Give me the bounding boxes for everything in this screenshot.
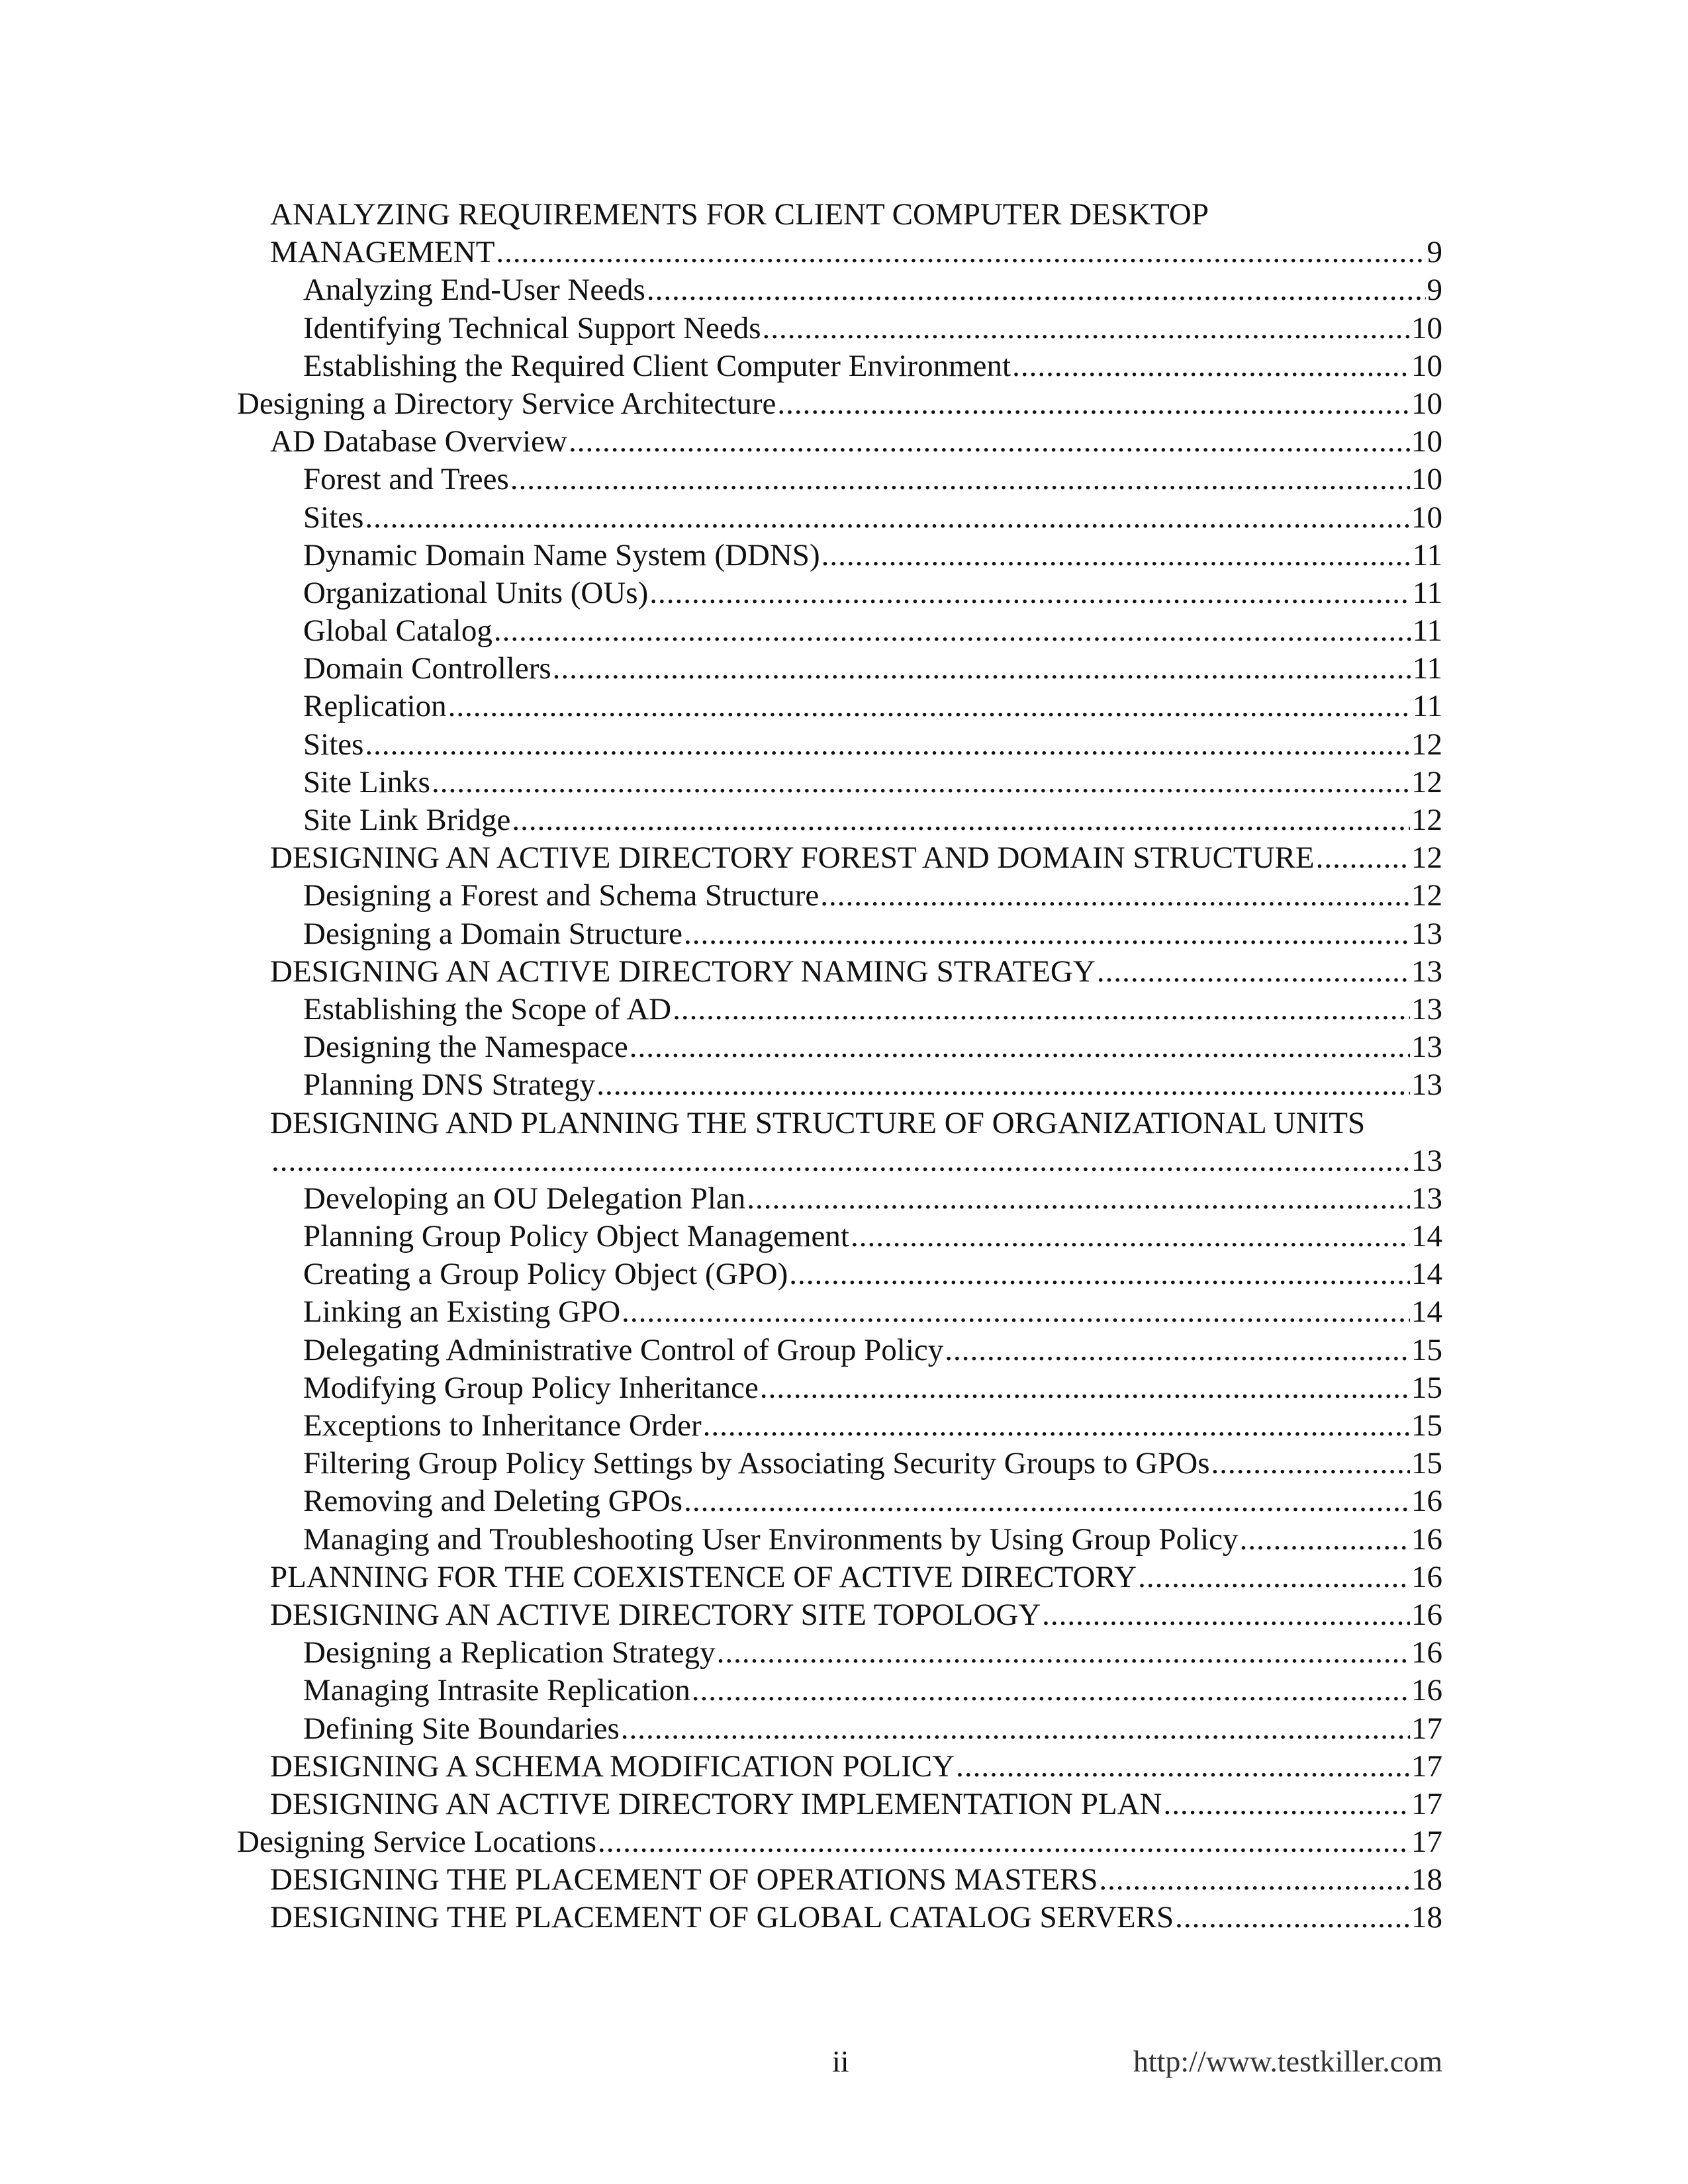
toc-entry[interactable] [237, 1634, 1442, 1672]
toc-entry[interactable] [237, 991, 1442, 1028]
toc-entry-page-number: 11 [1412, 614, 1442, 649]
toc-entry[interactable] [237, 1369, 1442, 1407]
toc-entry-title: Sites [303, 727, 364, 762]
dot-leader [365, 499, 1410, 537]
dot-leader [1163, 1786, 1410, 1823]
dot-leader [1316, 839, 1410, 877]
toc-entry[interactable] [237, 650, 1442, 688]
toc-entry-title: AD Database Overview [270, 424, 567, 459]
toc-entry-title: Designing a Directory Service Architecture [237, 386, 776, 421]
toc-entry-title: Dynamic Domain Name System (DDNS) [303, 537, 820, 572]
toc-entry-page-number: 16 [1411, 1522, 1442, 1557]
toc-entry-page-number: 13 [1411, 1068, 1442, 1103]
dot-leader [512, 801, 1410, 839]
toc-entry[interactable] [237, 1559, 1442, 1596]
footer-url[interactable]: http://www.testkiller.com [1133, 2044, 1442, 2078]
toc-entry-title: Domain Controllers [303, 651, 551, 686]
toc-entry-title: Sites [303, 500, 364, 535]
dot-leader [569, 423, 1410, 461]
toc-entry[interactable] [237, 574, 1442, 612]
toc-entry[interactable] [237, 1861, 1442, 1899]
toc-entry[interactable] [237, 953, 1442, 991]
toc-entry[interactable] [237, 1218, 1442, 1255]
toc-entry-page-number: 14 [1411, 1295, 1442, 1330]
dot-leader [1097, 953, 1410, 991]
toc-entry-title: Linking an Existing GPO [303, 1295, 621, 1330]
toc-entry-page-number: 12 [1411, 727, 1442, 762]
toc-entry[interactable] [237, 915, 1442, 953]
toc-entry[interactable] [237, 1596, 1442, 1634]
toc-entry-page-number: 11 [1412, 537, 1442, 572]
dot-leader [747, 1180, 1410, 1218]
toc-entry[interactable] [237, 1180, 1442, 1218]
dot-leader [1042, 1596, 1410, 1634]
toc-entry-title: Establishing the Scope of AD [303, 991, 672, 1026]
toc-entry-page-number: 13 [1411, 916, 1442, 951]
dot-leader [717, 1634, 1410, 1672]
dot-leader [649, 574, 1411, 612]
toc-entry[interactable] [237, 1786, 1442, 1823]
toc-entry-title: DESIGNING AN ACTIVE DIRECTORY SITE TOPOLOGY [270, 1597, 1041, 1632]
toc-entry-title: Designing the Namespace [303, 1030, 628, 1065]
toc-entry-page-number: 13 [1411, 1181, 1442, 1216]
toc-entry-title: Filtering Group Policy Settings by Associating Security Groups to GPOs [303, 1446, 1210, 1481]
toc-entry-title: DESIGNING AN ACTIVE DIRECTORY NAMING STRATEGY [270, 954, 1096, 989]
dot-leader [763, 310, 1410, 347]
footer-page-number: ii [832, 2044, 849, 2078]
toc-entry-title: Site Link Bridge [303, 803, 511, 837]
toc-entry-title: Designing a Forest and Schema Structure [303, 878, 820, 913]
toc-entry-title: DESIGNING AN ACTIVE DIRECTORY FOREST AND DOMAIN STRUCTURE [270, 841, 1315, 876]
toc-entry[interactable] [237, 385, 1442, 423]
dot-leader [496, 234, 1425, 271]
dot-leader [647, 271, 1426, 309]
toc-entry[interactable] [237, 347, 1442, 385]
toc-entry-page-number: 14 [1411, 1257, 1442, 1292]
dot-leader [494, 612, 1411, 650]
toc-entry-page-number: 13 [1411, 991, 1442, 1026]
toc-entry-title: Exceptions to Inheritance Order [303, 1408, 702, 1443]
toc-entry-title: MANAGEMENT [270, 235, 495, 270]
dot-leader [820, 877, 1410, 915]
toc-entry[interactable] [237, 612, 1442, 650]
dot-leader [673, 991, 1410, 1028]
toc-entry[interactable] [237, 537, 1442, 574]
table-of-contents [237, 196, 1442, 1937]
toc-entry-title: DESIGNING A SCHEMA MODIFICATION POLICY [270, 1749, 955, 1784]
toc-entry-title: Designing a Replication Strategy [303, 1635, 716, 1670]
toc-entry[interactable] [237, 839, 1442, 877]
dot-leader [596, 1066, 1410, 1104]
toc-entry-page-number: 17 [1411, 1749, 1442, 1784]
toc-entry-page-number: 15 [1411, 1408, 1442, 1443]
toc-entry-page-number: 16 [1411, 1484, 1442, 1519]
toc-entry-title: DESIGNING AND PLANNING THE STRUCTURE OF ORGANIZATIONAL UNITS [270, 1105, 1366, 1140]
toc-entry[interactable] [237, 726, 1442, 764]
toc-entry-page-number: 17 [1411, 1786, 1442, 1821]
toc-entry-page-number: 11 [1412, 689, 1442, 724]
dot-leader [692, 1672, 1410, 1709]
toc-entry-page-number: 10 [1411, 500, 1442, 535]
toc-entry[interactable] [237, 1710, 1442, 1748]
toc-entry[interactable] [237, 1332, 1442, 1369]
toc-entry[interactable] [237, 1672, 1442, 1709]
toc-entry-title: Analyzing End-User Needs [303, 273, 645, 308]
dot-leader [760, 1369, 1410, 1407]
toc-entry[interactable] [237, 1142, 1442, 1180]
toc-entry-page-number: 12 [1411, 764, 1442, 799]
toc-entry-title: Planning DNS Strategy [303, 1068, 596, 1103]
toc-entry[interactable] [237, 1028, 1442, 1066]
toc-entry-title: Forest and Trees [303, 462, 509, 497]
dot-leader [1211, 1445, 1410, 1482]
toc-entry[interactable] [237, 423, 1442, 461]
dot-leader [553, 650, 1411, 688]
toc-entry[interactable] [237, 1105, 1442, 1142]
toc-entry-title: Delegating Administrative Control of Group Policy [303, 1332, 944, 1367]
toc-entry-title: DESIGNING AN ACTIVE DIRECTORY IMPLEMENTATION PLAN [270, 1786, 1162, 1821]
toc-entry-page-number: 15 [1411, 1370, 1442, 1405]
toc-entry-page-number: 14 [1411, 1219, 1442, 1254]
toc-entry[interactable] [237, 877, 1442, 915]
dot-leader [777, 385, 1410, 423]
dot-leader [703, 1407, 1410, 1445]
toc-entry-page-number: 13 [1411, 1030, 1442, 1065]
toc-entry-title: ANALYZING REQUIREMENTS FOR CLIENT COMPUTER DESKTOP [270, 197, 1209, 232]
toc-entry[interactable] [237, 1255, 1442, 1293]
toc-entry[interactable] [237, 271, 1442, 309]
dot-leader [1012, 347, 1410, 385]
toc-entry-page-number: 16 [1411, 1635, 1442, 1670]
toc-entry-title: Replication [303, 689, 447, 724]
toc-entry-page-number: 11 [1412, 651, 1442, 686]
toc-entry[interactable] [237, 1445, 1442, 1482]
toc-entry-page-number: 10 [1411, 424, 1442, 459]
toc-entry-page-number: 15 [1411, 1446, 1442, 1481]
toc-entry[interactable] [237, 1066, 1442, 1104]
dot-leader [945, 1332, 1410, 1369]
dot-leader [1240, 1521, 1410, 1559]
toc-entry-page-number: 16 [1411, 1597, 1442, 1632]
dot-leader [956, 1748, 1410, 1786]
toc-entry[interactable] [237, 1482, 1442, 1520]
toc-entry-title: Removing and Deleting GPOs [303, 1484, 683, 1519]
toc-entry-page-number: 16 [1411, 1673, 1442, 1708]
dot-leader [1099, 1861, 1410, 1899]
dot-leader [622, 1293, 1410, 1331]
toc-entry-page-number: 10 [1411, 310, 1442, 345]
dot-leader [630, 1028, 1410, 1066]
dot-leader [1175, 1899, 1410, 1936]
toc-entry-page-number: 12 [1411, 803, 1442, 837]
dot-leader [851, 1218, 1410, 1255]
dot-leader [432, 764, 1410, 801]
toc-entry-title: Designing a Domain Structure [303, 916, 683, 951]
toc-entry-title: Global Catalog [303, 614, 492, 649]
dot-leader [621, 1710, 1410, 1748]
toc-entry-title: Establishing the Required Client Computer Environment [303, 348, 1011, 383]
dot-leader [789, 1255, 1410, 1293]
toc-entry[interactable] [237, 1748, 1442, 1786]
toc-entry-title: Organizational Units (OUs) [303, 575, 649, 610]
toc-entry-page-number: 10 [1411, 462, 1442, 497]
toc-entry[interactable] [237, 1293, 1442, 1331]
toc-entry-title: DESIGNING THE PLACEMENT OF OPERATIONS MASTERS [270, 1862, 1098, 1897]
toc-entry[interactable] [237, 461, 1442, 498]
toc-entry-page-number: 9 [1427, 273, 1442, 308]
dot-leader [365, 726, 1410, 764]
toc-entry-title: Site Links [303, 764, 430, 799]
toc-entry-title: Developing an OU Delegation Plan [303, 1181, 746, 1216]
toc-entry-page-number: 18 [1411, 1900, 1442, 1935]
toc-entry[interactable] [237, 1521, 1442, 1559]
toc-entry-page-number: 13 [1411, 1143, 1442, 1178]
dot-leader [271, 1142, 1410, 1180]
toc-entry[interactable] [237, 310, 1442, 347]
toc-entry-title: Designing Service Locations [237, 1825, 596, 1860]
toc-entry-page-number: 15 [1411, 1332, 1442, 1367]
toc-entry[interactable] [237, 1407, 1442, 1445]
toc-entry[interactable] [237, 688, 1442, 725]
toc-entry-title: Creating a Group Policy Object (GPO) [303, 1257, 788, 1292]
toc-entry[interactable] [237, 196, 1442, 234]
toc-entry-page-number: 13 [1411, 954, 1442, 989]
toc-entry-title: PLANNING FOR THE COEXISTENCE OF ACTIVE DIRECTORY [270, 1559, 1137, 1594]
toc-entry-page-number: 16 [1411, 1559, 1442, 1594]
dot-leader [510, 461, 1410, 498]
toc-entry-page-number: 11 [1412, 575, 1442, 610]
toc-entry-title: Modifying Group Policy Inheritance [303, 1370, 759, 1405]
toc-entry-page-number: 17 [1411, 1825, 1442, 1860]
toc-entry-title: DESIGNING THE PLACEMENT OF GLOBAL CATALOG SERVERS [270, 1900, 1174, 1935]
dot-leader [598, 1823, 1410, 1861]
toc-entry[interactable] [237, 801, 1442, 839]
dot-leader [684, 915, 1410, 953]
toc-entry-title: Planning Group Policy Object Management [303, 1219, 849, 1254]
toc-entry[interactable] [237, 499, 1442, 537]
toc-entry[interactable] [237, 1823, 1442, 1861]
toc-entry-page-number: 12 [1411, 841, 1442, 876]
toc-entry-title: Managing and Troubleshooting User Environments by Using Group Policy [303, 1522, 1239, 1557]
toc-entry-page-number: 17 [1411, 1711, 1442, 1746]
toc-entry[interactable] [237, 764, 1442, 801]
toc-entry-page-number: 12 [1411, 878, 1442, 913]
toc-entry-title: Managing Intrasite Replication [303, 1673, 690, 1708]
toc-entry[interactable] [237, 1899, 1442, 1936]
toc-entry-page-number: 10 [1411, 386, 1442, 421]
toc-entry-page-number: 10 [1411, 348, 1442, 383]
toc-entry-title: Defining Site Boundaries [303, 1711, 620, 1746]
toc-entry-page-number: 9 [1427, 235, 1442, 270]
dot-leader [821, 537, 1411, 574]
dot-leader [684, 1482, 1410, 1520]
toc-entry-title: Identifying Technical Support Needs [303, 310, 761, 345]
dot-leader [448, 688, 1411, 725]
toc-entry[interactable] [237, 234, 1442, 271]
toc-entry-page-number: 18 [1411, 1862, 1442, 1897]
dot-leader [1138, 1559, 1410, 1596]
